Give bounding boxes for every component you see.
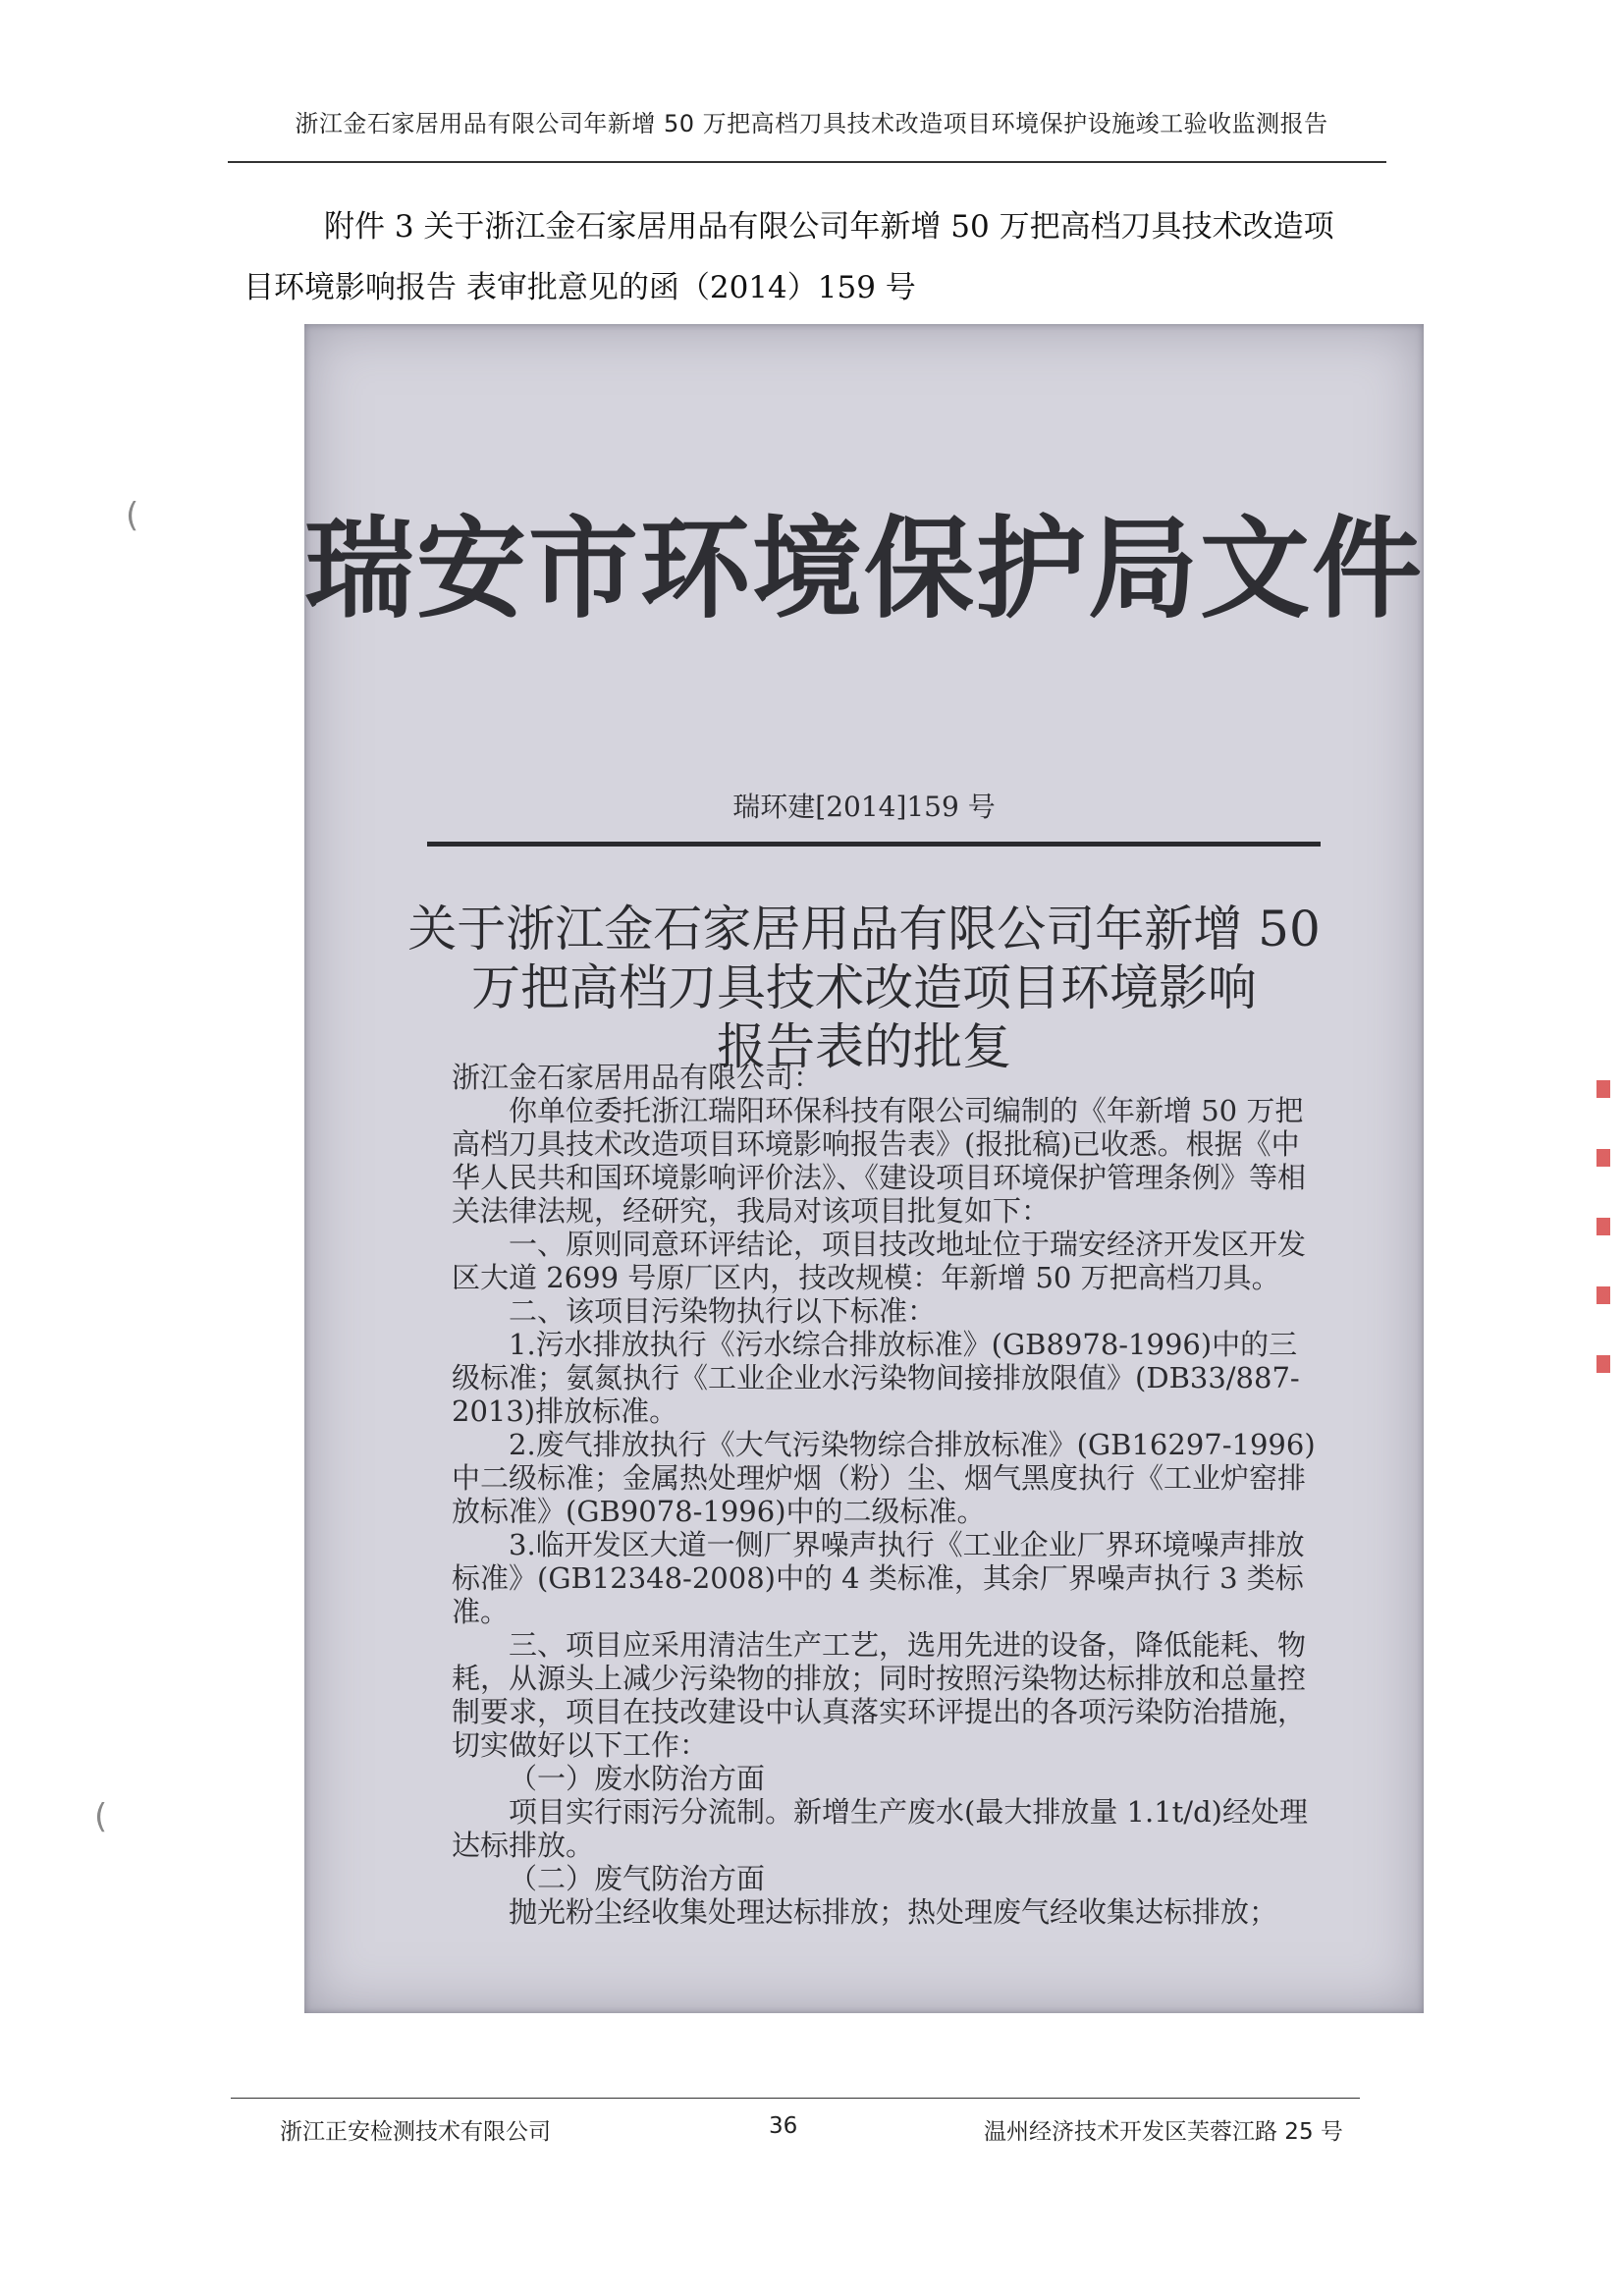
body-paragraph: 二、该项目污染物执行以下标准： [509,1294,937,1328]
body-paragraph: 你单位委托浙江瑞阳环保科技有限公司编制的《年新增 50 万把高档刀具技术改造项目环境影响报告表》(报批稿)已收悉。根据《中华人民共和国环境影响评价法》、《建设项目环境保护管理条例》等相关法律法规，经研究，我局对该项目批复如下： [452,1094,1307,1228]
approval-title-line-3: 报告表的批复 [717,1018,1011,1075]
document-header-rule [427,842,1321,847]
footer-address: 温州经济技术开发区芙蓉江路 25 号 [984,2119,1343,2145]
agency-title: 瑞安市环境保护局文件 [304,505,1424,633]
approval-title-line-1: 关于浙江金石家居用品有限公司年新增 50 [407,901,1321,957]
margin-mark: ( [94,1797,108,1836]
attachment-caption-line-1: 附件 3 关于浙江金石家居用品有限公司年新增 50 万把高档刀具技术改造项 [324,209,1334,245]
footer-divider [231,2098,1360,2099]
header-divider [228,161,1386,163]
approval-body [452,1061,1316,1929]
margin-red-marks [1596,1080,1610,1375]
body-paragraph: 2.废气排放执行《大气污染物综合排放标准》(GB16297-1996)中二级标准；金属热处理炉烟（粉）尘、烟气黑度执行《工业炉窑排放标准》(GB9078-1996)中的二级标准。 [452,1428,1316,1528]
attachment-caption [243,196,1394,318]
document-number: 瑞环建[2014]159 号 [732,791,996,823]
body-paragraph: 项目实行雨污分流制。新增生产废水(最大排放量 1.1t/d)经处理达标排放。 [452,1795,1308,1862]
body-subheading: （二）废气防治方面 [509,1862,766,1895]
body-paragraph: 一、原则同意环评结论，项目技改地址位于瑞安经济开发区开发区大道 2699 号原厂区内，技改规模：年新增 50 万把高档刀具。 [452,1228,1307,1294]
attachment-caption-line-2: 目环境影响报告 表审批意见的函（2014）159 号 [243,270,916,305]
body-subheading: （一）废水防治方面 [509,1762,766,1795]
body-paragraph: 抛光粉尘经收集处理达标排放；热处理废气经收集达标排放； [509,1895,1278,1929]
running-header: 浙江金石家居用品有限公司年新增 50 万把高档刀具技术改造项目环境保护设施竣工验收监测报告 [295,110,1328,137]
margin-mark: ( [126,496,139,535]
page-number: 36 [769,2113,798,2139]
addressee: 浙江金石家居用品有限公司： [452,1061,823,1094]
approval-title [304,900,1424,1076]
body-paragraph: 1.污水排放执行《污水综合排放标准》(GB8978-1996)中的三级标准；氨氮执行《工业企业水污染物间接排放限值》(DB33/887-2013)排放标准。 [452,1328,1300,1428]
approval-title-line-2: 万把高档刀具技术改造项目环境影响 [471,959,1257,1016]
body-paragraph: 3.临开发区大道一侧厂界噪声执行《工业企业厂界环境噪声排放标准》(GB12348-2008)中的 4 类标准，其余厂界噪声执行 3 类标准。 [452,1528,1305,1628]
scanned-approval-document [304,324,1424,2013]
body-paragraph: 三、项目应采用清洁生产工艺，选用先进的设备，降低能耗、物耗，从源头上减少污染物的排放；同时按照污染物达标排放和总量控制要求，项目在技改建设中认真落实环评提出的各项污染防治措施，切实做好以下工作： [452,1628,1307,1762]
footer-company: 浙江正安检测技术有限公司 [280,2119,551,2145]
